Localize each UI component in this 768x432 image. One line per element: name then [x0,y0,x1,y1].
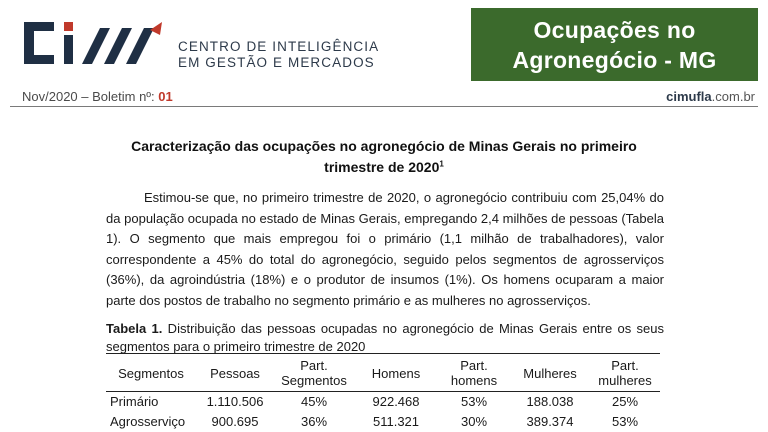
table-caption [106,320,664,356]
cim-logo-graphic [20,18,166,68]
footnote-mark: 1 [439,159,444,169]
header-part-mulheres-line2: mulheres [598,373,652,388]
cell-part-mulheres: 53% [611,414,639,429]
article-title-text: Caracterização das ocupações no agronegócio de Minas Gerais no primeiro trimestre de 2020 [131,138,637,175]
bulletin-bar [10,88,758,107]
cell-segmento: Agrosserviço [110,414,186,429]
table-caption-label: Tabela 1. [106,321,163,336]
header-pessoas: Pessoas [210,365,260,381]
header-part-homens-line1: Part. [460,358,488,373]
bulletin-title-line2: Agronegócio - MG [512,46,717,73]
article-title [106,136,662,178]
header-part-homens-line2: homens [450,373,498,388]
site-domain: .com.br [711,89,755,104]
table-caption-text: Distribuição das pessoas ocupadas no agronegócio de Minas Gerais entre os seus segmentos para o primeiro trimestre de 2020 [106,321,664,354]
cell-homens: 511.321 [372,414,420,429]
cim-logo [20,18,166,68]
header-part-segmentos [274,354,354,392]
header-mulheres: Mulheres [523,365,577,381]
header-segmentos: Segmentos [118,365,184,381]
header-homens: Homens [371,365,421,381]
cell-homens: 922.468 [372,394,420,409]
header-part-segmentos-line1: Part. [300,358,328,373]
cell-segmento: Primário [110,394,159,409]
bulletin-info [22,89,173,104]
cell-part-homens: 30% [460,414,488,429]
bulletin-prefix: Nov/2020 – Boletim nº: [22,89,159,104]
bulletin-title-line1: Ocupações no [533,16,696,43]
cell-pessoas: 1.110.506 [206,394,264,409]
header-part-mulheres-line1: Part. [611,358,639,373]
center-name [178,39,379,71]
cell-part-segmentos: 36% [300,414,328,429]
cell-part-segmentos: 45% [300,394,328,409]
table-header-row [106,354,660,392]
cell-mulheres: 188.038 [526,394,574,409]
cell-mulheres: 389.374 [526,414,574,429]
header-part-homens [438,354,510,392]
table-row [106,392,660,413]
center-name-line1: CENTRO DE INTELIGÊNCIA [178,39,380,54]
cell-part-mulheres: 25% [611,394,639,409]
header-part-segmentos-line2: Segmentos [281,373,347,388]
occupation-table [106,353,660,432]
site-link[interactable] [666,89,755,104]
site-name: cimufla [666,89,712,104]
cell-pessoas: 900.695 [211,414,259,429]
article-paragraph: Estimou-se que, no primeiro trimestre de 2020, o agronegócio contribuiu com 25,04% do da população ocupada no estado de Minas Gerais, empregando 2,4 milhões de pessoas (Tabela 1). O segmento que mais empregou foi o primário (1,1 milhão de trabalhadores), valor correspondente a 45% do total do agronegócio, seguido pelos segmentos de agrosserviços (36%), da agroindústria (18%) e o produtor de insumos (1%). Os homens ocuparam a maior parte dos postos de trabalho no segmento primário e as mulheres no agrosserviços. [106,190,664,308]
bulletin-number: 01 [158,89,173,104]
bulletin-title-box [471,8,758,81]
table-row [106,412,660,432]
cell-part-homens: 53% [460,394,488,409]
center-name-line2: EM GESTÃO E MERCADOS [178,55,375,70]
header-part-mulheres [590,354,660,392]
